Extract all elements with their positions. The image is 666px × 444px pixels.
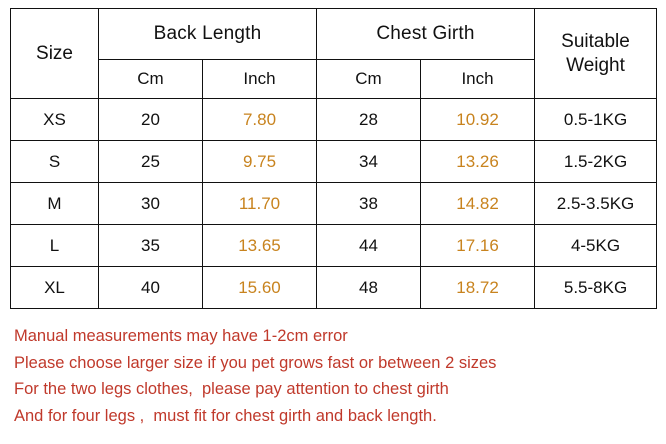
table-row [11, 267, 657, 309]
header-chest-girth-inch: Inch [421, 60, 535, 99]
cell-size: L [11, 225, 99, 267]
cell-weight: 4-5KG [535, 225, 657, 267]
table-row [11, 99, 657, 141]
cell-size: M [11, 183, 99, 225]
cell-back-cm: 35 [99, 225, 203, 267]
note-line: Manual measurements may have 1-2cm error [14, 327, 348, 345]
header-chest-girth: Chest Girth [317, 9, 535, 60]
table-header-row-primary [11, 9, 657, 60]
cell-back-inch: 15.60 [203, 267, 317, 309]
cell-back-cm: 20 [99, 99, 203, 141]
cell-chest-cm: 48 [317, 267, 421, 309]
cell-weight: 5.5-8KG [535, 267, 657, 309]
header-back-length: Back Length [99, 9, 317, 60]
cell-weight: 1.5-2KG [535, 141, 657, 183]
cell-back-cm: 25 [99, 141, 203, 183]
cell-chest-inch: 14.82 [421, 183, 535, 225]
note-line: For the two legs clothes, please pay attention to chest girth [14, 380, 449, 399]
header-chest-girth-cm: Cm [317, 60, 421, 99]
cell-chest-inch: 13.26 [421, 141, 535, 183]
cell-back-cm: 30 [99, 183, 203, 225]
cell-chest-cm: 34 [317, 141, 421, 183]
cell-back-inch: 7.80 [203, 99, 317, 141]
notes-block [10, 323, 656, 430]
cell-back-inch: 9.75 [203, 141, 317, 183]
cell-chest-inch: 17.16 [421, 225, 535, 267]
header-back-length-inch: Inch [203, 60, 317, 99]
cell-size: S [11, 141, 99, 183]
cell-chest-cm: 38 [317, 183, 421, 225]
cell-chest-inch: 18.72 [421, 267, 535, 309]
note-line: And for four legs , must fit for chest girth and back length. [14, 407, 437, 426]
cell-size: XL [11, 267, 99, 309]
note-line: Please choose larger size if you pet grows fast or between 2 sizes [14, 353, 497, 372]
table-row [11, 141, 657, 183]
table-row [11, 183, 657, 225]
cell-chest-cm: 28 [317, 99, 421, 141]
cell-back-inch: 11.70 [203, 183, 317, 225]
header-back-length-cm: Cm [99, 60, 203, 99]
header-size: Size [11, 9, 99, 99]
cell-back-inch: 13.65 [203, 225, 317, 267]
cell-chest-inch: 10.92 [421, 99, 535, 141]
cell-weight: 2.5-3.5KG [535, 183, 657, 225]
cell-back-cm: 40 [99, 267, 203, 309]
table-row [11, 225, 657, 267]
cell-weight: 0.5-1KG [535, 99, 657, 141]
header-suitable-weight: Suitable Weight [535, 9, 657, 99]
size-chart-table [10, 8, 657, 309]
cell-size: XS [11, 99, 99, 141]
cell-chest-cm: 44 [317, 225, 421, 267]
